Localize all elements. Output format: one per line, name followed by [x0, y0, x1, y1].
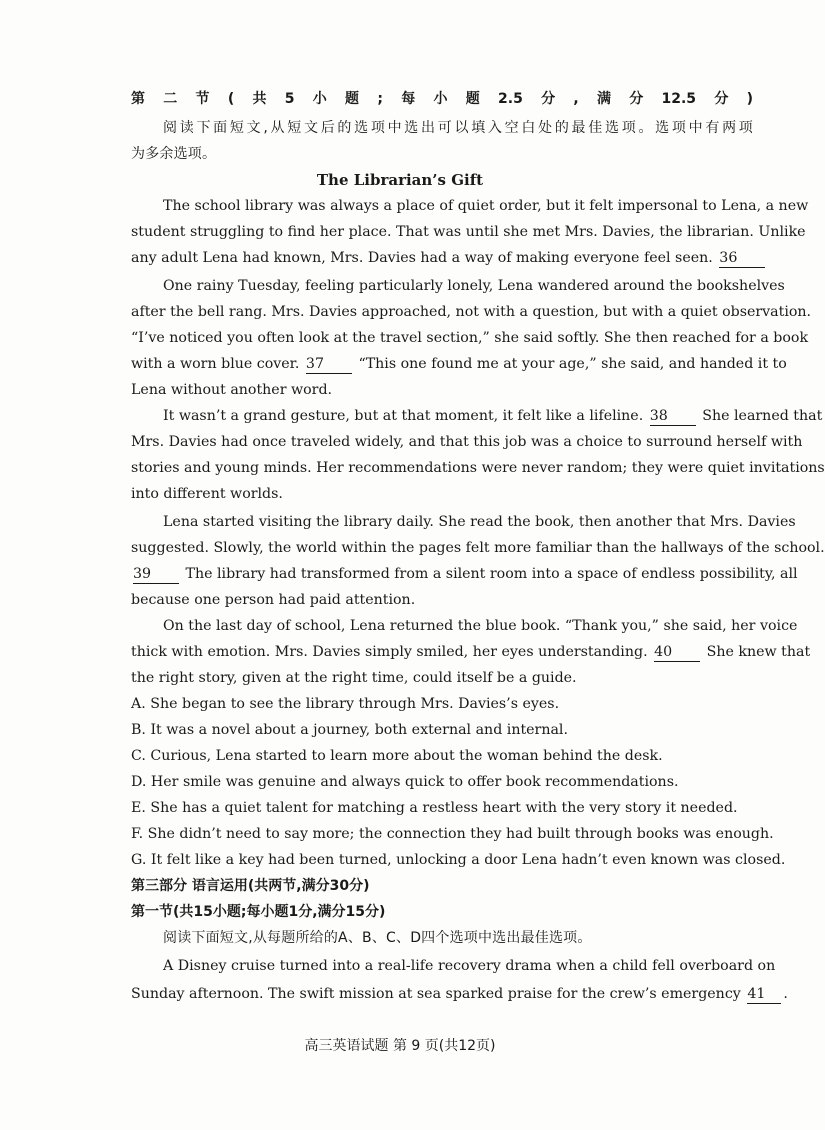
p3-line3: stories and young minds. Her recommendations were never random; they were quiet invitations [131, 460, 825, 476]
p2-line4-text-b: “This one found me at your age,” she said, and handed it to [358, 356, 787, 372]
p1-line2: student struggling to find her place. That was until she met Mrs. Davies, the librarian. Unlike [131, 224, 806, 240]
p1-line3 [131, 248, 753, 268]
option-f: F. She didn’t need to say more; the connection they had built through books was enough. [131, 826, 774, 842]
p3-line1-text-b: She learned that [702, 408, 823, 424]
section2-heading: 第二节(共5小题;每小题2.5分,满分12.5分) [131, 91, 753, 107]
p4-line2: suggested. Slowly, the world within the pages felt more familiar than the hallways of the school. [131, 540, 825, 556]
blank-37[interactable]: 37 [306, 356, 352, 374]
section2-instruction-line2: 为多余选项。 [131, 146, 217, 162]
p4-line3-text: The library had transformed from a silent room into a space of endless possibility, all [185, 566, 798, 582]
cloze-line1: A Disney cruise turned into a real-life recovery drama when a child fell overboard on [163, 958, 776, 974]
passage-title: The Librarian’s Gift [316, 171, 484, 189]
option-a: A. She began to see the library through Mrs. Davies’s eyes. [131, 696, 560, 712]
p4-line4: because one person had paid attention. [131, 592, 416, 608]
p1-line3-text: any adult Lena had known, Mrs. Davies had a way of making everyone feel seen. [131, 250, 713, 266]
p4-line1: Lena started visiting the library daily. She read the book, then another that Mrs. Davies [163, 514, 796, 530]
part3-section1-heading: 第一节(共15小题;每小题1分,满分15分) [131, 904, 386, 920]
option-d: D. Her smile was genuine and always quick to offer book recommendations. [131, 774, 679, 790]
p3-line2: Mrs. Davies had once traveled widely, and that this job was a choice to surround herself with [131, 434, 803, 450]
p2-line2: after the bell rang. Mrs. Davies approached, not with a question, but with a quiet observation. [131, 304, 812, 320]
option-g: G. It felt like a key had been turned, unlocking a door Lena hadn’t even known was closed. [131, 852, 786, 868]
p5-line3: the right story, given at the right time, could itself be a guide. [131, 670, 577, 686]
p5-line2 [131, 642, 811, 662]
page-footer: 高三英语试题 第 9 页(共12页) [304, 1038, 496, 1054]
part3-instruction: 阅读下面短文,从每题所给的A、B、C、D四个选项中选出最佳选项。 [163, 930, 592, 946]
part3-heading: 第三部分 语言运用(共两节,满分30分) [131, 878, 370, 894]
section2-instruction-line1: 阅读下面短文,从短文后的选项中选出可以填入空白处的最佳选项。选项中有两项 [163, 120, 753, 136]
p5-line1: On the last day of school, Lena returned the blue book. “Thank you,” she said, her voice [163, 618, 798, 634]
p5-line2-text-b: She knew that [706, 644, 811, 660]
option-e: E. She has a quiet talent for matching a restless heart with the very story it needed. [131, 800, 738, 816]
p1-line1: The school library was always a place of quiet order, but it felt impersonal to Lena, a new [163, 198, 809, 214]
p3-line1-text-a: It wasn’t a grand gesture, but at that moment, it felt like a lifeline. [163, 408, 644, 424]
blank-39[interactable]: 39 [133, 566, 179, 584]
cloze-line2 [131, 984, 788, 1004]
blank-41[interactable]: 41 [747, 986, 781, 1004]
p4-line3 [131, 564, 798, 584]
option-b: B. It was a novel about a journey, both external and internal. [131, 722, 568, 738]
blank-38[interactable]: 38 [650, 408, 696, 426]
p2-line4-text-a: with a worn blue cover. [131, 356, 300, 372]
cloze-line2-period: . [783, 986, 788, 1002]
option-c: C. Curious, Lena started to learn more about the woman behind the desk. [131, 748, 663, 764]
p2-line1: One rainy Tuesday, feeling particularly lonely, Lena wandered around the bookshelves [163, 278, 785, 294]
p3-line4: into different worlds. [131, 486, 283, 502]
p2-line3: “I’ve noticed you often look at the travel section,” she said softly. She then reached for a book [131, 330, 809, 346]
p5-line2-text-a: thick with emotion. Mrs. Davies simply smiled, her eyes understanding. [131, 644, 648, 660]
p2-line4 [131, 354, 787, 374]
p2-line5: Lena without another word. [131, 382, 333, 398]
blank-40[interactable]: 40 [654, 644, 700, 662]
blank-36[interactable]: 36 [719, 250, 765, 268]
p3-line1 [163, 406, 823, 426]
cloze-line2-text: Sunday afternoon. The swift mission at sea sparked praise for the crew’s emergency [131, 986, 741, 1002]
